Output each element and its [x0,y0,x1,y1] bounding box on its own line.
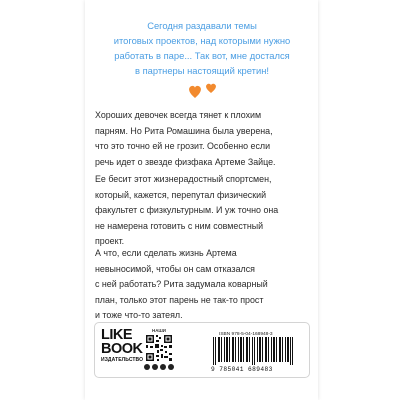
hearts-icon [187,80,221,104]
cover-footer [94,322,310,378]
logo-line-1: LIKE [101,327,133,343]
qr-code-icon [145,334,173,362]
description-paragraph-1: Хороших девочек всегда тянет к плохим парням. Но Рита Ромашина была уверена, что это точно ей не грозит. Особенно если речь идет о звезде физфака Артеме Зайце. [95,110,276,167]
isbn: ISBN 978-5-04-168948-3 [219,332,273,337]
social-icon [160,364,166,370]
barcode-icon [213,337,297,365]
social-icon [152,364,158,370]
barcode-digits: 9 785041 689483 [211,366,273,373]
tagline: Сегодня раздавали темы итоговых проектов, над которыми нужно работать в паре... Так вот, мне достался в партнеры настоящий кретин! [113,20,291,76]
heart-icon [206,84,216,93]
heart-icon [189,86,201,98]
description-paragraph-2: Ее бесит этот жизнерадостный спортсмен, который, кажется, перепутал физический факультет с физкультурным. И уж точно она не намерена готовить с ним совместный проект. [95,174,279,247]
social-label: НАШИ [152,328,166,333]
logo-subtitle: ИЗДАТЕЛЬСТВО [101,357,144,363]
social-icon [168,364,174,370]
logo-line-2: BOOK [101,341,143,357]
social-icon [144,364,150,370]
book-back-cover [85,0,318,400]
publisher-logo [101,327,144,364]
social-icons [143,364,175,372]
description-paragraph-3: А что, если сделать жизнь Артема невыносимой, чтобы он сам отказался с ней работать? Рита задумала коварный план, только этот парень не так-то прост и тоже что-то затеял. [95,248,268,321]
